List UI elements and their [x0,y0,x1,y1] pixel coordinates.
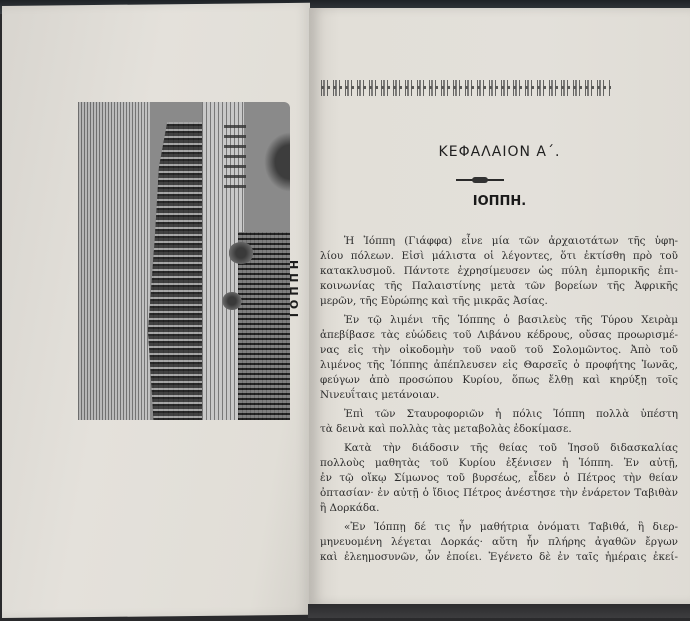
left-page [2,3,310,618]
paragraph [320,441,678,516]
section-heading: ΙΟΠΠΗ. [472,194,527,209]
ornamental-header-border [321,80,611,96]
text-line: πολλοὺς μαθητὰς τοῦ Κυρίου ἐξένισεν ἡ Ἰόππη. Ἐν αὐτῇ, [320,457,678,470]
text-line: Νινευΐταις μετάνοιαν. [320,388,440,401]
text-line: ἢ Δορκάδα. [320,501,380,514]
text-line: μηνευομένη λέγεται Δορκάς· αὕτη ἦν πλήρης ἀγαθῶν ἔργων [320,536,678,549]
text-line: κοινωνίας τῆς Παλαιστίνης μετὰ τῶν βορείων τῆς Ἀφρικῆς [320,279,678,292]
engraving-tree [228,242,254,264]
engraving-city-buildings [148,122,203,420]
text-line: Ἡ Ἰόππη (Γιάφφα) εἶνε μία τῶν ἀρχαιοτάτων τῆς ὑφη- [344,235,678,247]
engraving-tree [222,292,242,310]
text-line: καὶ ἐλεημοσυνῶν, ὧν ἐποίει. Ἐγένετο δὲ ἐν ταῖς ἡμέραις ἐκεί- [320,551,678,564]
paragraph [320,234,678,309]
text-line: λιμένος τῆς Ἰόππης ἀπέπλευσεν εἰς Θαρσεῖς ὁ προφήτης Ἰωνᾶς, [320,358,678,371]
text-line: «Ἐν Ἰόππῃ δέ τις ἦν μαθήτρια ὀνόματι Ταβιθά, ἣ διερ- [344,521,678,534]
text-line: Κατὰ τὴν διάδοσιν τῆς θείας τοῦ Ἰησοῦ διδασκαλίας [344,442,678,455]
text-line: ἐν τῷ οἴκῳ Σίμωνος τοῦ βυρσέως, εἶδεν ὁ Πέτρος τὴν θείαν [320,472,678,485]
text-line: κατακλυσμοῦ. Πάντοτε ἐχρησίμευσεν ὡς πύλη ἐμπορικῆς ἐπι- [320,264,678,277]
text-line: Ἐπὶ τῶν Σταυροφοριῶν ἡ πόλις Ἰόππη πολλὰ ὑπέστη [344,407,678,420]
text-line: μερῶν, τῆς Εὐρώπης καὶ τῆς μικρᾶς Ἀσίας. [320,294,548,307]
paragraph [320,407,678,437]
text-line: νας εἰς τὴν οἰκοδομὴν τοῦ ναοῦ τοῦ Σολομῶντος. Ἀπὸ τοῦ [320,343,678,356]
text-line: φεύγων ἀπὸ προσώπου Κυρίου, ὅπως ἔλθῃ καὶ κηρύξῃ τοῖς [320,373,678,386]
text-line: Ἐν τῷ λιμένι τῆς Ἰόππης ὁ βασιλεὺς τῆς Τύρου Χειρὰμ [344,314,678,327]
paragraph [320,313,678,402]
background-surface [308,604,690,618]
text-line: ὀπτασίαν· ἐν αὐτῇ ὁ ἴδιος Πέτρος ἀνέστησε τὴν ἐνάρετον Ταβιθὰν [320,487,678,499]
decorative-divider [456,179,504,181]
text-line: τὰ δεινὰ καὶ πολλὰς τὰς μεταβολὰς ἐδοκίμασε. [320,422,572,435]
text-line: ἀπεβίβασε τὰς εὐώδεις τοῦ Λιβάνου κέδρους, οὔσας προωρισμέ- [320,328,678,341]
right-page [309,8,690,604]
joppa-engraving-illustration [78,102,290,420]
engraving-boats [224,118,246,188]
body-text [320,234,678,570]
engraving-cliff [264,132,290,192]
paragraph [320,520,678,565]
illustration-caption: ΙΟΠΠΗ [288,256,301,318]
chapter-heading: ΚΕΦΑΛΑΙΟΝ Α΄. [438,144,561,160]
engraving-sky [78,102,150,420]
text-line: λίου πόλεων. Εἰσὶ μάλιστα οἱ λέγοντες, ὅτι ἐκτίσθη πρὸ τοῦ [320,249,678,262]
